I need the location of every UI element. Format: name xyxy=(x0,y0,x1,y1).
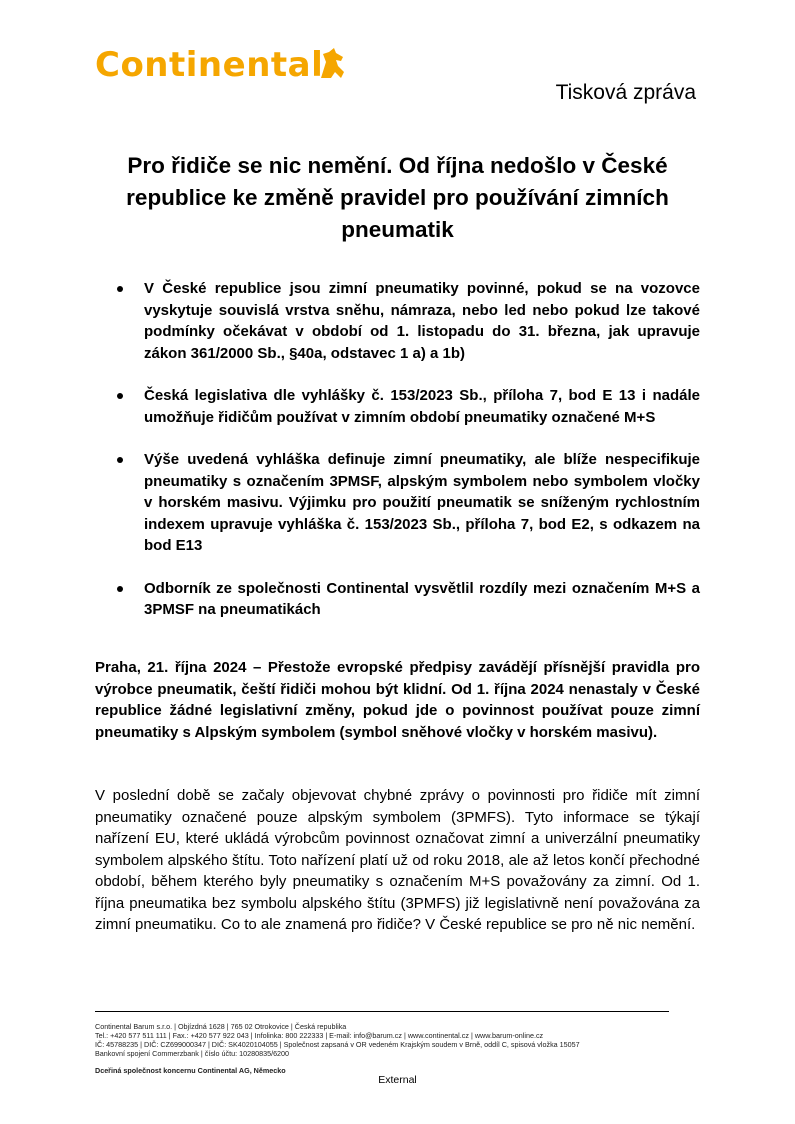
classification-label: External xyxy=(378,1074,417,1086)
headline: Pro řidiče se nic nemění. Od října nedošlo v České republice ke změně pravidel pro používání zimních pneumatik xyxy=(126,153,669,242)
bullet-dot-icon xyxy=(117,586,123,592)
continental-logo xyxy=(95,48,355,78)
footer-parent-company: Dceřiná společnost koncernu Continental AG, Německo xyxy=(95,1066,286,1075)
bullet-text: Odborník ze společnosti Continental vysvětlil rozdíly mezi označením M+S a 3PMSF na pneumatikách xyxy=(144,579,700,618)
bullet-dot-icon xyxy=(117,393,123,399)
footer-company-address: Continental Barum s.r.o. | Objízdná 1628 | 765 02 Otrokovice | Česká republika xyxy=(95,1022,347,1031)
footer-bank: Bankovní spojení Commerzbank | číslo účtu: 10280835/6200 xyxy=(95,1049,290,1058)
bullet-item xyxy=(117,278,700,364)
bullet-text: Výše uvedená vyhláška definuje zimní pneumatiky, ale blíže nespecifikuje pneumatiky s označením 3PMSF, alpským symbolem nebo symbolem vločky v horském masivu. Výjimku pro použití pneumatik se sníženým rychlostním indexem upravuje vyhláška č. 153/2023 Sb., příloha 7, bod E2, s odkazem na bod E13 xyxy=(144,451,700,554)
bullet-text: Česká legislativa dle vyhlášky č. 153/2023 Sb., příloha 7, bod E 13 i nadále umožňuje řidičům používat v zimním období pneumatiky označené M+S xyxy=(144,387,700,426)
footer-registration: IČ: 45788235 | DIČ: CZ699000347 | DIČ: SK4020104055 | Společnost zapsaná v OR vedeném Krajským soudem v Brně, oddíl C, spisová vložka 15057 xyxy=(95,1040,580,1049)
lead-paragraph: Praha, 21. října 2024 – Přestože evropské předpisy zavádějí přísnější pravidla pro výrobce pneumatik, čeští řidiči mohou být klidní. Od 1. října 2024 nenastaly v České republice žádné legislativní změny, pokud jde o povinnost používat pouze zimní pneumatiky s Alpským symbolem (symbol sněhové vločky v horském masivu). xyxy=(95,659,700,741)
bullet-item xyxy=(117,578,700,621)
bullet-item xyxy=(117,449,700,557)
key-points-list xyxy=(117,278,700,642)
logo-wordmark: Continental xyxy=(95,48,324,78)
footer xyxy=(95,1022,715,1075)
bullet-item xyxy=(117,385,700,428)
bullet-text: V České republice jsou zimní pneumatiky povinné, pokud se na vozovce vyskytuje souvislá vrstva sněhu, námraza, nebo led nebo pokud lze takové podmínky očekávat v období od 1. listopadu do 31. března, jak upravuje zákon 361/2000 Sb., §40a, odstavec 1 a) a 1b) xyxy=(144,280,700,362)
bullet-dot-icon xyxy=(117,457,123,463)
horse-icon xyxy=(317,48,347,78)
body-paragraph: V poslední době se začaly objevovat chybné zprávy o povinnosti pro řidiče mít zimní pneumatiky označené pouze alpským symbolem (3PMFS). Tyto informace se týkají nařízení EU, které ukládá výrobcům povinnost označovat zimní a univerzální pneumatiky symbolem alpského štítu. Toto nařízení platí už od roku 2018, ale až letos končí přechodné období, během kterého byly pneumatiky s označením M+S považovány za zimní. Od 1. října pneumatika bez symbolu alpského štítu (3PMFS) již legislativně není považována za zimní pneumatiku. Co to ale znamená pro řidiče? V České republice se pro ně nic nemění. xyxy=(95,787,700,933)
footer-divider xyxy=(95,1011,669,1012)
document-type: Tisková zpráva xyxy=(555,81,696,104)
bullet-dot-icon xyxy=(117,286,123,292)
footer-contacts: Tel.: +420 577 511 111 | Fax.: +420 577 922 043 | Infolinka: 800 222333 | E-mail: info@barum.cz | www.continental.cz | www.barum-online.cz xyxy=(95,1031,544,1040)
